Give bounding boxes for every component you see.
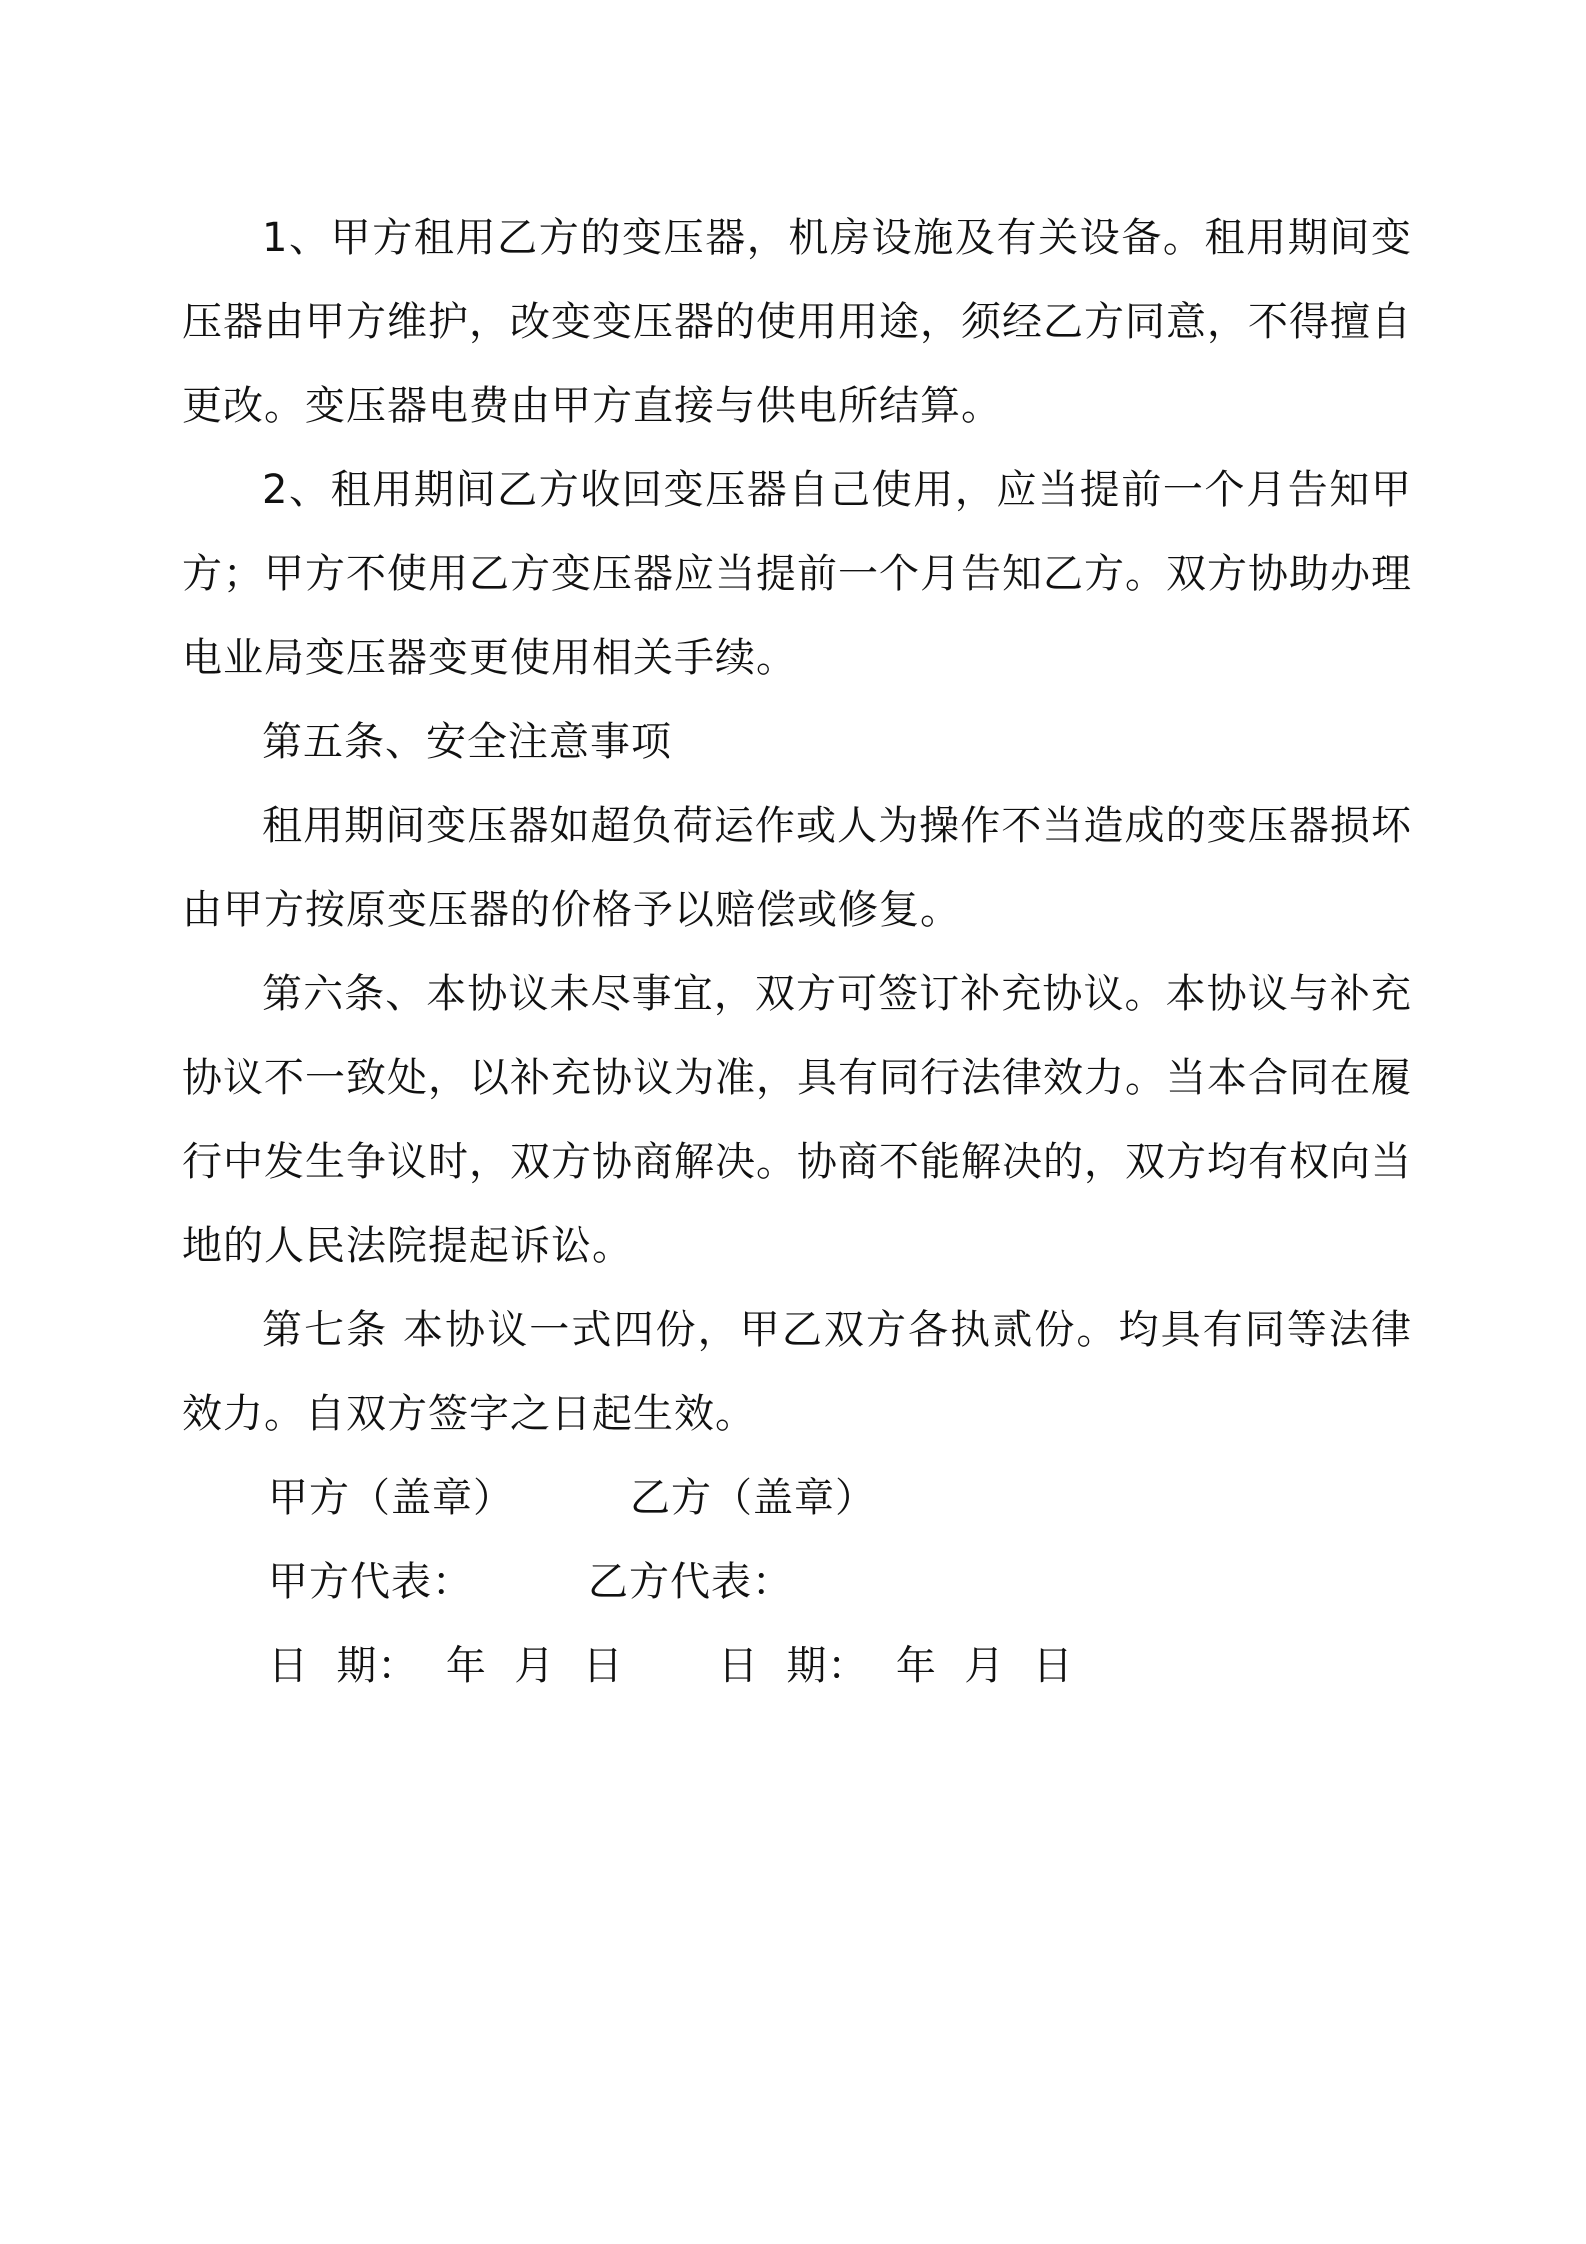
article-6: 第六条、本协议未尽事宜，双方可签订补充协议。本协议与补充协议不一致处，以补充协议为准，具有同行法律效力。当本合同在履行中发生争议时，双方协商解决。协商不能解决的，双方均有权向当地的人民法院提起诉讼。 [182, 971, 1412, 1269]
representative-row [182, 1540, 1412, 1624]
article-5-body: 租用期间变压器如超负荷运作或人为操作不当造成的变压器损坏由甲方按原变压器的价格予以赔偿或修复。 [182, 803, 1412, 933]
party-b-date: 日 期： 年 月 日 [718, 1643, 1074, 1689]
clause-2: 2、租用期间乙方收回变压器自己使用，应当提前一个月告知甲方；甲方不使用乙方变压器应当提前一个月告知乙方。双方协助办理电业局变压器变更使用相关手续。 [182, 467, 1412, 681]
date-row [182, 1624, 1412, 1708]
seal-row [182, 1456, 1412, 1540]
article-5-heading: 第五条、安全注意事项 [262, 719, 672, 765]
party-a-representative: 甲方代表： [268, 1559, 473, 1605]
article-7: 第七条 本协议一式四份，甲乙双方各执贰份。均具有同等法律效力。自双方签字之日起生效。 [182, 1307, 1412, 1437]
party-a-date: 日 期： 年 月 日 [268, 1643, 624, 1689]
party-b-seal: 乙方（盖章） [630, 1475, 876, 1521]
document-body [182, 196, 1412, 1708]
clause-1: 1、甲方租用乙方的变压器，机房设施及有关设备。租用期间变压器由甲方维护，改变变压器的使用用途，须经乙方同意，不得擅自更改。变压器电费由甲方直接与供电所结算。 [182, 215, 1412, 429]
party-a-seal: 甲方（盖章） [268, 1475, 514, 1521]
party-b-representative: 乙方代表： [588, 1559, 793, 1605]
